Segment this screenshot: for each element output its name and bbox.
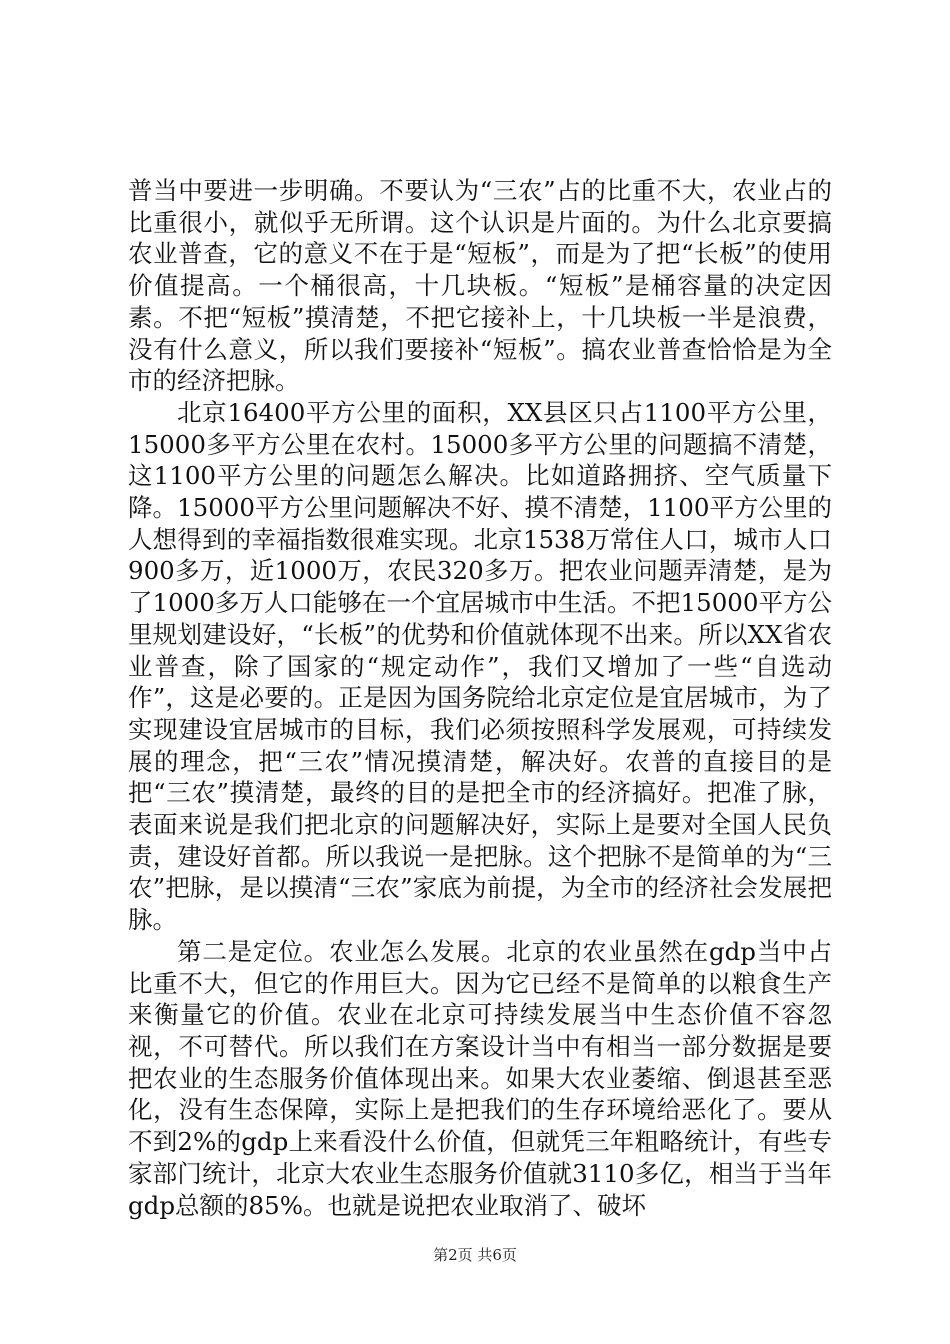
- paragraph-positioning: 第二是定位。农业怎么发展。北京的农业虽然在gdp当中占比重不大，但它的作用巨大。因为它已经不是简单的以粮食生产来衡量它的价值。农业在北京可持续发展当中生态价值不容忽视，不可替代。所以我们在方案设计当中有相当一部分数据是要把农业的生态服务价值体现出来。如果大农业萎缩、倒退甚至恶化，没有生态保障，实际上是把我们的生存环境给恶化了。要从不到2%的gdp上来看没什么价值，但就凭三年粗略统计，有些专家部门统计，北京大农业生态服务价值就3110多亿，相当于当年gdp总额的85%。也就是说把农业取消了、破坏: [128, 936, 832, 1220]
- paragraph-beijing-area: 北京16400平方公里的面积，XX县区只占1100平方公里，15000多平方公里在农村。15000多平方公里的问题搞不清楚，这1100平方公里的问题怎么解决。比如道路拥挤、空气质量下降。15000平方公里问题解决不好、摸不清楚，1100平方公里的人想得到的幸福指数很难实现。北京1538万常住人口，城市人口900多万，近1000万，农民320多万。把农业问题弄清楚，是为了1000多万人口能够在一个宜居城市中生活。不把15000平方公里规划建设好，“长板”的优势和价值就体现不出来。所以XX省农业普查，除了国家的“规定动作”，我们又增加了一些“自选动作”，这是必要的。正是因为国务院给北京定位是宜居城市，为了实现建设宜居城市的目标，我们必须按照科学发展观，可持续发展的理念，把“三农”情况摸清楚，解决好。农普的直接目的是把“三农”摸清楚，最终的目的是把全市的经济搞好。把准了脉，表面来说是我们把北京的问题解决好，实际上是要对全国人民负责，建设好首都。所以我说一是把脉。这个把脉不是简单的为“三农”把脉，是以摸清“三农”家底为前提，为全市的经济社会发展把脉。: [128, 397, 832, 935]
- page-footer: 第2页 共6页: [433, 1246, 517, 1264]
- body-text: [128, 175, 832, 1221]
- paragraph-continuation: 普当中要进一步明确。不要认为“三农”占的比重不大，农业占的比重很小，就似乎无所谓。这个认识是片面的。为什么北京要搞农业普查，它的意义不在于是“短板”，而是为了把“长板”的使用价值提高。一个桶很高，十几块板。“短板”是桶容量的决定因素。不把“短板”摸清楚，不把它接补上，十几块板一半是浪费，没有什么意义，所以我们要接补“短板”。搞农业普查恰恰是为全市的经济把脉。: [128, 176, 832, 396]
